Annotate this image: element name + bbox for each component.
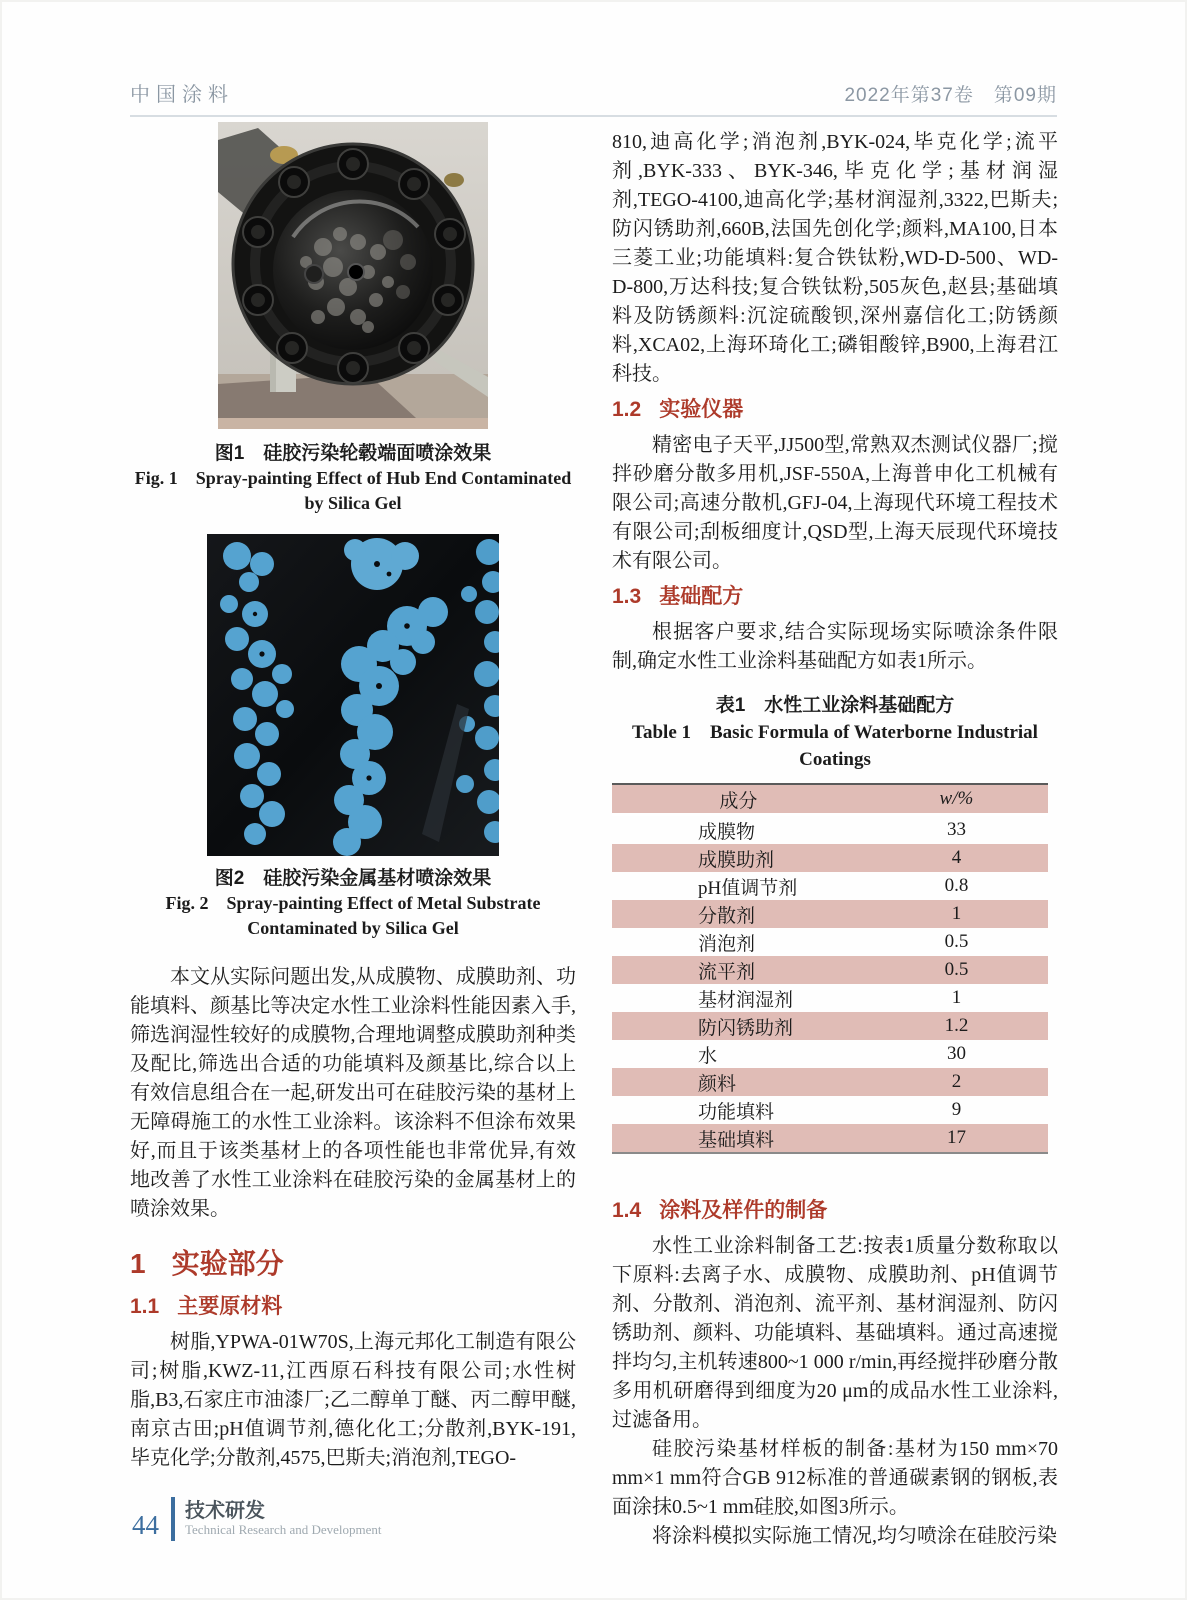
footer-divider-bar xyxy=(171,1497,175,1541)
footer-section-cn: 技术研发 xyxy=(185,1500,265,1522)
row-value: 17 xyxy=(946,1127,966,1148)
figure2-caption-en-line1: Fig. 2 Spray-painting Effect of Metal Substrate xyxy=(165,893,541,913)
table1 xyxy=(612,783,1048,1154)
section-1-3-heading xyxy=(612,582,1058,612)
row-component: 颜料 xyxy=(698,1073,737,1095)
figure2-caption-cn: 图2 硅胶污染金属基材喷涂效果 xyxy=(214,868,492,889)
row-component: 分散剂 xyxy=(698,905,756,927)
hub-photo-illustration xyxy=(218,122,488,429)
row-value: 4 xyxy=(951,847,962,868)
row-component: pH值调节剂 xyxy=(698,877,798,899)
page-header xyxy=(130,78,1057,117)
footer-section xyxy=(185,1500,382,1538)
row-value: 1 xyxy=(951,903,962,924)
row-component: 成膜物 xyxy=(698,821,756,843)
table1-col-component: 成分 xyxy=(719,790,758,812)
figure1-caption-en-line1: Fig. 1 Spray-painting Effect of Hub End Contaminated xyxy=(134,468,572,488)
materials-paragraph: 树脂,YPWA-01W70S,上海元邦化工制造有限公司;树脂,KWZ-11,江西原石科技有限公司;水性树脂,B3,石家庄市油漆厂;乙二醇单丁醚、丙二醇甲醚,南京古田;pH值调节剂,德化化工;分散剂,BYK-191,毕克化学;分散剂,4575,巴斯夫;消泡剂,TEGO- xyxy=(130,1331,576,1469)
row-value: 0.8 xyxy=(944,875,969,896)
section-1-number: 1 xyxy=(130,1248,146,1279)
row-component: 流平剂 xyxy=(698,961,756,983)
row-value: 33 xyxy=(946,819,966,840)
journal-issue: 2022年第37卷 第09期 xyxy=(844,85,1057,106)
figure1-caption-en-line2: by Silica Gel xyxy=(304,493,402,513)
row-value: 0.5 xyxy=(944,959,969,980)
table1-block xyxy=(612,692,1058,1154)
section-1-2-title: 实验仪器 xyxy=(659,398,744,421)
row-value: 9 xyxy=(951,1099,962,1120)
section-1-4-heading xyxy=(612,1196,1058,1226)
table-row xyxy=(612,1096,1048,1124)
table-row xyxy=(612,1068,1048,1096)
section-1-4-title: 涂料及样件的制备 xyxy=(659,1199,828,1222)
page-number: 44 xyxy=(132,1509,159,1540)
table-row xyxy=(612,984,1048,1012)
table1-title xyxy=(612,692,1058,773)
row-component: 水 xyxy=(698,1045,718,1067)
row-component: 成膜助剂 xyxy=(698,849,775,871)
table-row xyxy=(612,1040,1048,1068)
table-row xyxy=(612,1012,1048,1040)
base-formula-paragraph: 根据客户要求,结合实际现场实际喷涂条件限制,确定水性工业涂料基础配方如表1所示。 xyxy=(612,621,1058,672)
row-value: 1 xyxy=(951,987,962,1008)
materials-continuation-paragraph: 810,迪高化学;消泡剂,BYK-024,毕克化学;流平剂,BYK-333、BYK-346,毕克化学;基材润湿剂,TEGO-4100,迪高化学;基材润湿剂,3322,巴斯夫;防闪锈助剂,660B,法国先创化学;颜料,MA100,日本三菱工业;功能填料:复合铁钛粉,WD-D-500、WD-D-800,万达科技;复合铁钛粉,505灰色,赵县;基础填料及防锈颜料:沉淀硫酸钡,深州嘉信化工;防锈颜料,XCA02,上海环琦化工;磷钼酸锌,B900,上海君江科技。 xyxy=(612,131,1058,385)
table1-title-cn: 表1 水性工业涂料基础配方 xyxy=(715,695,955,716)
section-1-3-number: 1.3 xyxy=(612,585,642,608)
journal-name: 中国涂料 xyxy=(130,84,234,106)
intro-paragraph: 本文从实际问题出发,从成膜物、成膜助剂、功能填料、颜基比等决定水性工业涂料性能因素入手,筛选润湿性较好的成膜物,合理地调整成膜助剂种类及配比,筛选出合适的功能填料及颜基比,综合以上有效信息组合在一起,研发出可在硅胶污染的基材上无障碍施工的水性工业涂料。该涂料不但涂布效果好,而且于该类基材上的各项性能也非常优异,有效地改善了水性工业涂料在硅胶污染的金属基材上的喷涂效果。 xyxy=(130,966,576,1220)
spray-paragraph: 将涂料模拟实际施工情况,均匀喷涂在硅胶污染 xyxy=(652,1525,1057,1547)
table-row xyxy=(612,815,1048,845)
figure2-caption-en-line2: Contaminated by Silica Gel xyxy=(247,918,459,938)
row-component: 基础填料 xyxy=(698,1129,775,1151)
figure2-photo xyxy=(207,534,499,856)
figure2-caption xyxy=(130,866,576,941)
section-1-3-title: 基础配方 xyxy=(659,585,744,608)
table1-title-en-line1: Table 1 Basic Formula of Waterborne Industrial xyxy=(632,722,1038,743)
row-component: 消泡剂 xyxy=(698,933,756,955)
figure1-caption xyxy=(130,441,576,516)
figure1-photo xyxy=(218,122,488,429)
table1-title-en-line2: Coatings xyxy=(799,749,871,770)
section-1-1-title: 主要原材料 xyxy=(177,1295,283,1318)
row-value: 0.5 xyxy=(944,931,969,952)
section-1-2-number: 1.2 xyxy=(612,398,642,421)
table-row xyxy=(612,872,1048,900)
section-1-1-heading xyxy=(130,1292,576,1322)
section-1-2-heading xyxy=(612,395,1058,425)
table1-col-weight: w/% xyxy=(939,788,974,809)
left-column xyxy=(130,122,576,1473)
table-row xyxy=(612,928,1048,956)
table-row xyxy=(612,900,1048,928)
table-row xyxy=(612,1124,1048,1153)
substrate-paragraph: 硅胶污染基材样板的制备:基材为150 mm×70 mm×1 mm符合GB 912标准的普通碳素钢的钢板,表面涂抹0.5~1 mm硅胶,如图3所示。 xyxy=(612,1438,1058,1518)
preparation-paragraph: 水性工业涂料制备工艺:按表1质量分数称取以下原料:去离子水、成膜物、成膜助剂、pH值调节剂、分散剂、消泡剂、流平剂、基材润湿剂、防闪锈助剂、颜料、功能填料、基础填料。通过高速搅拌均匀,主机转速800~1 000 r/min,再经搅拌砂磨分散多用机研磨得到细度为20 μm的成品水性工业涂料,过滤备用。 xyxy=(612,1235,1058,1431)
row-component: 功能填料 xyxy=(698,1101,775,1123)
right-column xyxy=(612,128,1058,1551)
section-1-heading xyxy=(130,1244,576,1284)
substrate-photo-illustration xyxy=(207,534,499,856)
table-row xyxy=(612,844,1048,872)
row-component: 基材润湿剂 xyxy=(698,989,794,1011)
table-row xyxy=(612,956,1048,984)
table1-header-row xyxy=(612,784,1048,815)
figure1-caption-cn: 图1 硅胶污染轮毂端面喷涂效果 xyxy=(214,443,492,464)
section-1-title: 实验部分 xyxy=(171,1248,284,1279)
row-value: 2 xyxy=(951,1071,962,1092)
section-1-1-number: 1.1 xyxy=(130,1295,160,1318)
row-value: 30 xyxy=(946,1043,966,1064)
row-component: 防闪锈助剂 xyxy=(698,1017,794,1039)
page-footer xyxy=(132,1497,382,1541)
row-value: 1.2 xyxy=(944,1015,969,1036)
section-1-4-number: 1.4 xyxy=(612,1199,642,1222)
footer-section-en: Technical Research and Development xyxy=(185,1522,382,1537)
instruments-paragraph: 精密电子天平,JJ500型,常熟双杰测试仪器厂;搅拌砂磨分散多用机,JSF-550A,上海普申化工机械有限公司;高速分散机,GFJ-04,上海现代环境工程技术有限公司;刮板细度计,QSD型,上海天辰现代环境技术有限公司。 xyxy=(612,434,1058,572)
